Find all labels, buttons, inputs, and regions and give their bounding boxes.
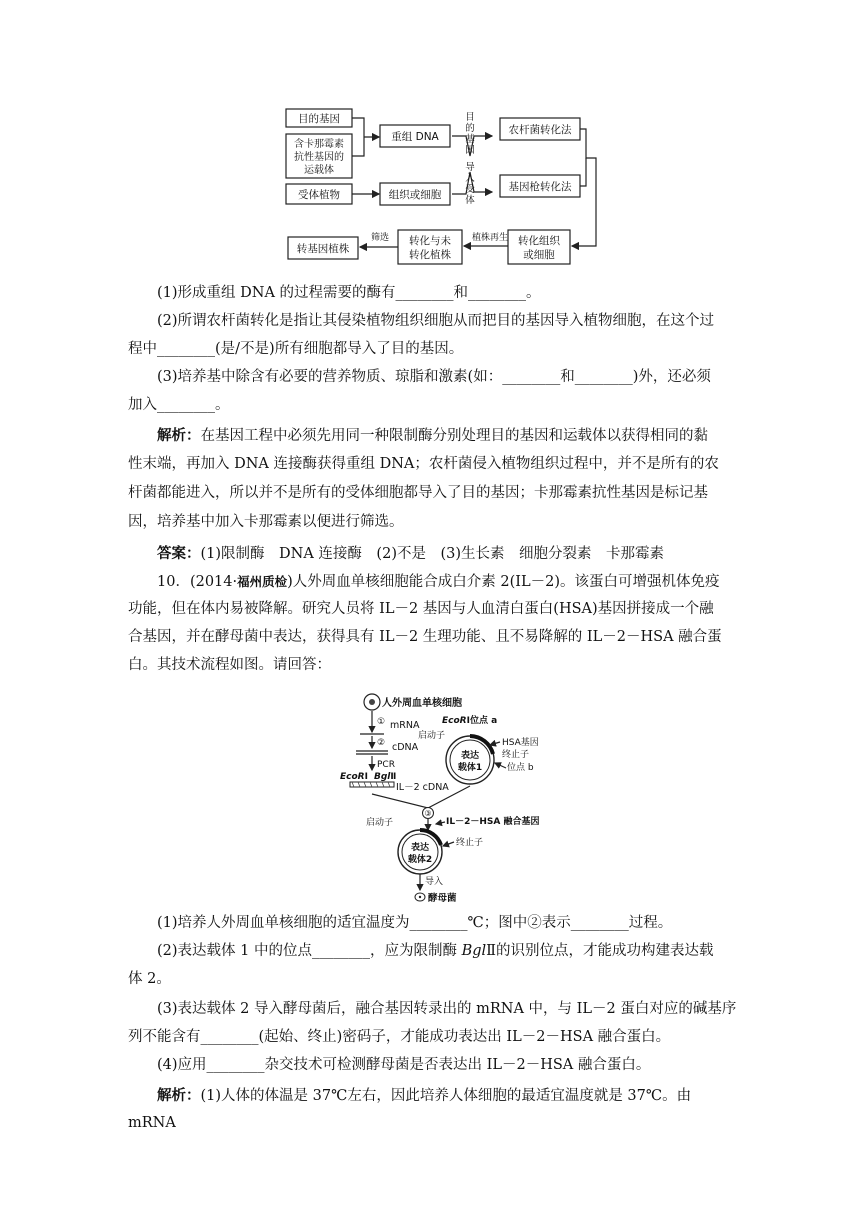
receptor-plant-label: 受体植物 <box>298 189 340 201</box>
q10-analysis-line1 <box>128 1082 738 1137</box>
recombinant-dna-label: 重组 DNA <box>391 131 439 143</box>
q10-sub3-line2: 列不能含有________(起始、终止)密码子，才能成功表达出 IL－2－HSA 融合蛋白。 <box>128 1029 671 1045</box>
q10-sub2-pre: (2)表达载体 1 中的位点________，应为限制酶 <box>157 943 462 959</box>
q9-analysis-line1 <box>128 422 738 450</box>
q10-sub4: (4)应用________杂交技术可检测酵母菌是否表达出 IL－2－HSA 融合蛋白。 <box>157 1057 651 1073</box>
import-label: 导入 <box>425 877 444 887</box>
q10-analysis-text1: (1)人体的体温是 37℃左右，因此培养人体细胞的最适宜温度就是 37℃。由 mRNA <box>128 1088 692 1131</box>
q10-number: 10．(2014· <box>157 574 238 590</box>
q9-analysis-line4: 因，培养基中加入卡那霉素以便进行筛选。 <box>128 514 404 530</box>
svg-text:入: 入 <box>465 173 475 184</box>
vertical-label-target <box>465 112 475 156</box>
cdna-label: cDNA <box>392 742 419 753</box>
q9-sub3-line1: (3)培养基中除含有必要的营养物质、琼脂和激素(如：________和________)外，还必须 <box>157 369 711 385</box>
bglii-label: BglⅡ <box>374 772 397 782</box>
il2-hsa-flowchart <box>330 690 560 906</box>
q10-analysis-label: 解析： <box>157 1087 201 1104</box>
q10-stem-line1 <box>128 568 738 596</box>
promoter2-label: 启动子 <box>366 818 394 828</box>
q10-stem-line3: 合基因，并在酵母菌中表达，获得具有 IL－2 生理功能、且不易降解的 IL－2－HSA 融合蛋 <box>128 629 722 645</box>
vertical-label-import <box>465 162 475 206</box>
terminator2-pointer <box>443 842 454 846</box>
il2-cdna-label: IL－2 cDNA <box>396 782 449 793</box>
screen-label: 筛选 <box>370 233 390 243</box>
hsa-pointer <box>490 742 500 745</box>
svg-text:目: 目 <box>465 112 475 123</box>
mixed-plants-label-1: 转化与未 <box>409 235 451 247</box>
cell-label: 人外周血单核细胞 <box>382 698 462 709</box>
mrna-label: mRNA <box>390 720 420 731</box>
svg-text:受: 受 <box>465 184 475 195</box>
q10-source: 福州质检 <box>237 574 288 589</box>
gene-gun-label: 基因枪转化法 <box>508 181 572 193</box>
q9-sub2-line1: (2)所谓农杆菌转化是指让其侵染植物组织细胞从而把目的基因导入植物细胞，在这个过 <box>157 313 715 329</box>
step1-label: ① <box>377 717 386 727</box>
step3-label: ③ <box>424 809 432 818</box>
q9-sub2-line2: 程中________(是/不是)所有细胞都导入了目的基因。 <box>128 341 464 357</box>
fusion-gene-label: IL－2－HSA 融合基因 <box>446 817 540 827</box>
q9-sub3-line2: 加入________。 <box>128 397 230 413</box>
step2-label: ② <box>377 738 386 748</box>
q9-analysis-line3: 杆菌都能进入，所以并不是所有的受体细胞都导入了目的基因；卡那霉素抗性基因是标记基 <box>128 485 708 501</box>
q10-sub2-line1 <box>128 938 738 965</box>
fusion-pointer <box>436 822 445 824</box>
vector-label-1: 含卡那霉素 <box>294 139 344 150</box>
q10-stem-text1: )人外周血单核细胞能合成白介素 2(IL－2)。该蛋白可增强机体免疫 <box>287 574 720 590</box>
q10-sub3-line1: (3)表达载体 2 导入酵母菌后，融合基因转录出的 mRNA 中，与 IL－2 蛋白对应的碱基序 <box>157 1001 737 1017</box>
vector2-label-1: 表达 <box>410 843 430 853</box>
q9-answer <box>128 540 738 568</box>
q9-answer-label: 答案： <box>157 545 201 562</box>
vector-label-2: 抗性基因的 <box>294 152 344 163</box>
plant-transformation-flowchart <box>280 106 600 271</box>
svg-text:因: 因 <box>465 145 475 156</box>
svg-text:基: 基 <box>465 134 475 145</box>
vector-label-3: 运载体 <box>304 165 334 176</box>
pcr-label: PCR <box>377 760 395 770</box>
site-b-pointer <box>495 763 506 768</box>
q10-sub1: (1)培养人外周血单核细胞的适宜温度为________℃；图中②表示________过程。 <box>157 915 673 931</box>
q9-analysis-line2: 性末端，再加入 DNA 连接酶获得重组 DNA；农杆菌侵入植物组织过程中，并不是所有的农 <box>128 456 719 472</box>
terminator2-label: 终止子 <box>456 838 484 848</box>
terminator1-label: 终止子 <box>502 750 530 760</box>
svg-text:导: 导 <box>465 162 475 173</box>
cell-nucleus-icon <box>369 699 375 705</box>
transformed-tissue-label-2: 或细胞 <box>523 249 555 261</box>
vector2-label-2: 载体2 <box>407 855 433 865</box>
tissue-label: 组织或细胞 <box>388 189 442 201</box>
site-b-label: 位点 b <box>507 763 534 773</box>
svg-text:的: 的 <box>465 123 475 134</box>
svg-text:体: 体 <box>465 195 475 206</box>
regen-label: 植株再生 <box>471 233 509 243</box>
transgenic-plant-label: 转基因植株 <box>296 243 350 255</box>
vector1-label-2: 载体1 <box>457 763 483 773</box>
q9-sub1: (1)形成重组 DNA 的过程需要的酶有________和________。 <box>157 285 541 301</box>
q9-analysis-text1: 在基因工程中必须先用同一种限制酶分别处理目的基因和运载体以获得相同的黏 <box>200 428 708 444</box>
q10-sub2-post: Ⅱ的识别位点，才能成功构建表达载 <box>486 943 714 959</box>
transformed-tissue-label-1: 转化组织 <box>518 235 560 247</box>
q10-stem-line2: 功能，但在体内易被降解。研究人员将 IL－2 基因与人血清白蛋白(HSA)基因拼接成一个融 <box>128 601 714 617</box>
agrobacterium-label: 农杆菌转化法 <box>508 124 572 136</box>
q10-stem-line4: 白。其技术流程如图。请回答： <box>128 657 331 673</box>
hsa-label: HSA基因 <box>502 738 539 748</box>
ecori-label: EcoRⅠ <box>340 772 368 782</box>
promoter1-label: 启动子 <box>418 731 446 741</box>
brace-to-dna <box>352 118 379 156</box>
brace-right-lower <box>580 158 586 186</box>
mixed-plants-label-2: 转化植株 <box>409 249 451 261</box>
q9-answer-text: (1)限制酶 DNA 连接酶 (2)不是 (3)生长素 细胞分裂素 卡那霉素 <box>200 546 665 562</box>
vector1-label-1: 表达 <box>460 751 480 761</box>
yeast-label: 酵母菌 <box>428 893 457 904</box>
target-gene-label: 目的基因 <box>298 113 340 125</box>
site-a-label: EcoRⅠ位点 a <box>442 716 498 726</box>
q10-sub2-line2: 体 2。 <box>128 971 171 987</box>
yeast-nucleus-icon <box>419 896 421 898</box>
q9-analysis-label: 解析： <box>157 427 201 444</box>
q10-sub2-enzyme: Bgl <box>461 943 487 959</box>
